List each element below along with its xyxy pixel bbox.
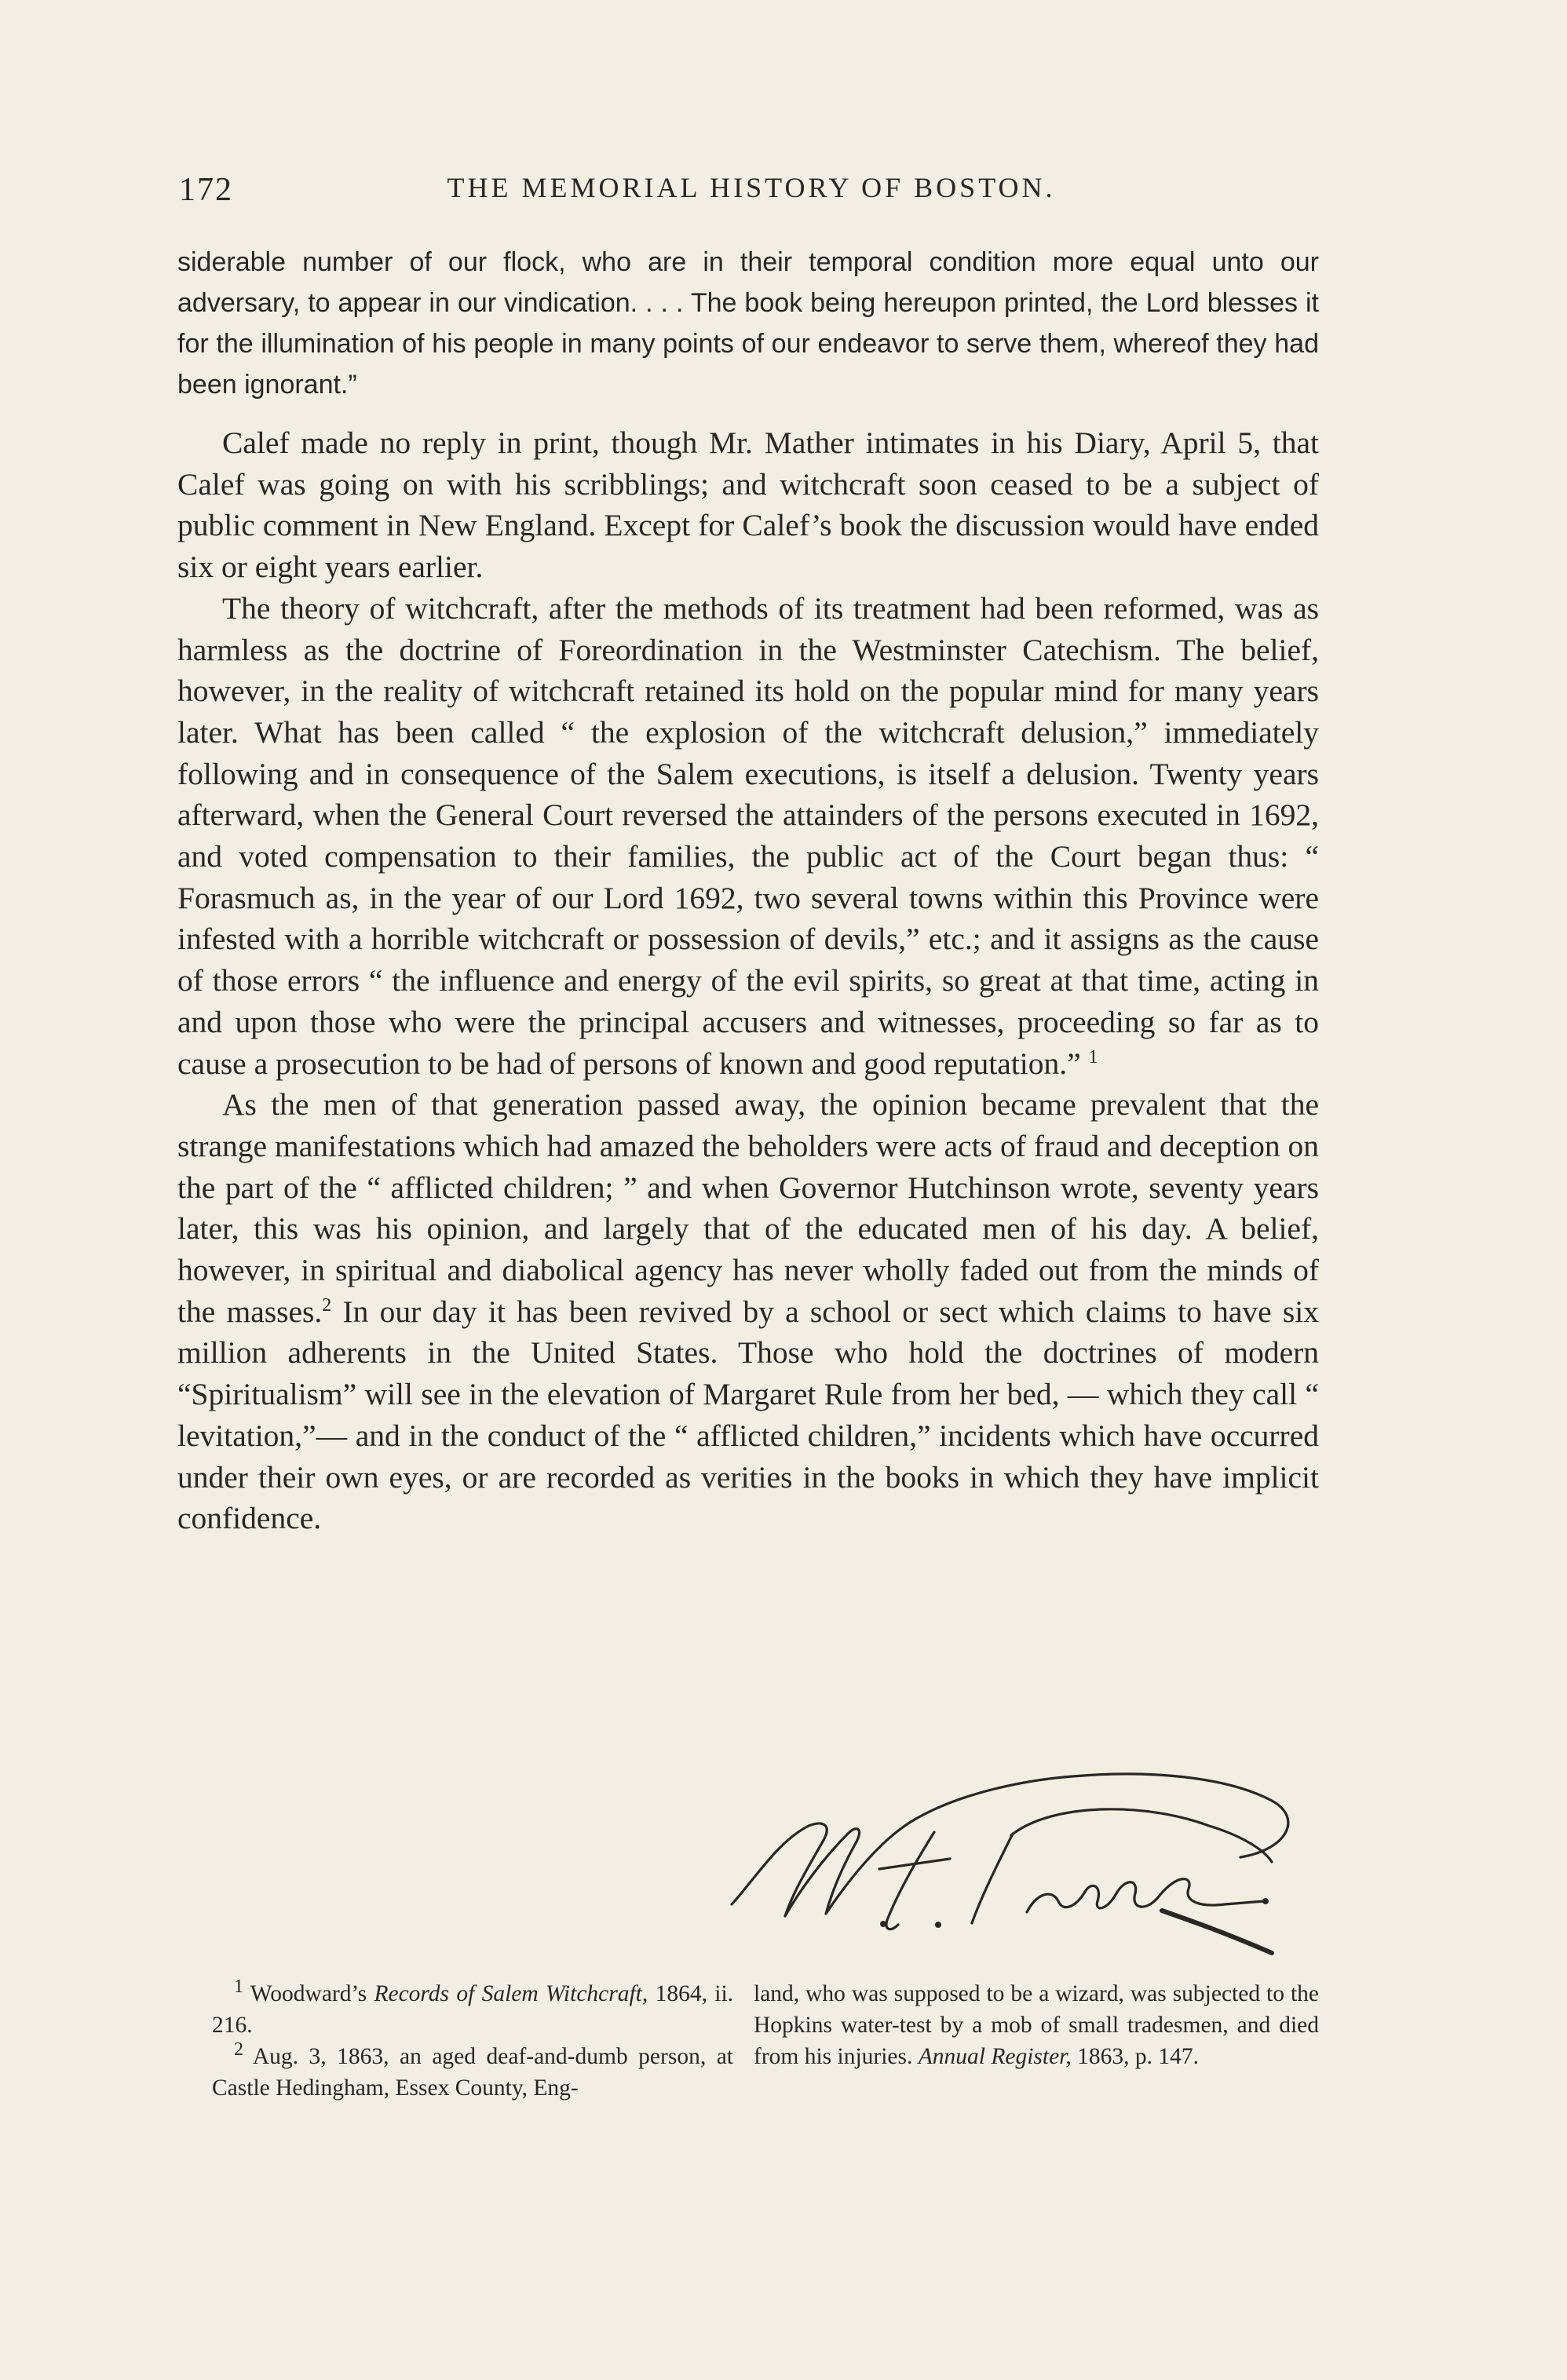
footnote-2 xyxy=(212,2041,733,2104)
footnote-text: land, who was supposed to be a wizard, was subjected to the Hopkins water-test by a mob of small tradesmen, and died from his injuries. xyxy=(754,1981,1319,2069)
footnotes-right-column xyxy=(754,1978,1319,2072)
footnote-marker: 2 xyxy=(234,2039,243,2061)
footnotes-left-column xyxy=(212,1978,733,2104)
paragraph-text: The theory of witchcraft, after the methods of its treatment had been reformed, was as harmless as the doctrine of Foreordination in the Westminster Catechism. The belief, however, in the reality of witchcraft retained its hold on the popular mind for many years later. What has been called “ the explosion of the witchcraft delusion,” immediately following and in consequence of the Salem executions, is itself a delusion. Twenty years afterward, when the General Court reversed the attainders of the persons executed in 1692, and voted compensation to their families, the public act of the Court began thus: “ Forasmuch as, in the year of our Lord 1692, two several towns within this Province were infested with a horrible witchcraft or possession of devils,” etc.; and it assigns as the cause of those errors “ the influence and energy of the evil spirits, so great at that time, acting in and upon those who were the principal accusers and witnesses, proceeding so far as to cause a prosecution to be had of persons of known and good reputation.” xyxy=(177,590,1319,1081)
footnote-text: Aug. 3, 1863, an aged deaf-and-dumb person, at Castle Hedingham, Essex County, Eng- xyxy=(212,2044,733,2101)
running-title: THE MEMORIAL HISTORY OF BOSTON. xyxy=(447,172,1056,203)
quote-continuation: siderable number of our flock, who are in their temporal condition more equal unto our adversary, to appear in our vindication. . . . The book being hereupon printed, the Lord blesses it for the illumination of his people in many points of our endeavor to serve them, whereof they had been ignorant.” xyxy=(177,247,1319,400)
paragraph: Calef made no reply in print, though Mr. Mather intimates in his Diary, April 5, that Calef was going on with his scribblings; and witchcraft soon ceased to be a subject of public comment in New England. Except for Calef’s book the discussion would have ended six or eight years earlier. xyxy=(177,425,1319,585)
page-header xyxy=(179,171,1324,218)
footnote-text: Woodward’s xyxy=(250,1981,374,2006)
paragraph-text: As the men of that generation passed away, the opinion became prevalent that the strange manifestations which had amazed the beholders were acts of fraud and deception on the part of the “ afflicted children; ” and when Governor Hutchinson wrote, seventy years later, this was his opinion, and largely that of the educated men of his day. A belief, however, in spiritual and diabolical agency has never wholly faded out from the minds of the masses. xyxy=(177,1087,1319,1329)
footnote-title: Records of Salem Witchcraft, xyxy=(374,1981,648,2006)
main-text xyxy=(177,422,1319,1539)
author-signature xyxy=(722,1747,1311,1967)
footnote-marker: 1 xyxy=(234,1977,243,1998)
footnote-2-continued xyxy=(754,1978,1319,2072)
paragraph-text: In our day it has been revived by a school or sect which claims to have six million adherents in the United States. Those who hold the doctrines of modern “Spiritualism” will see in the elevation of Margaret Rule from her bed, — which they call “ levitation,”— and in the conduct of the “ afflicted children,” incidents which have occurred under their own eyes, or are recorded as verities in the books in which they have implicit confidence. xyxy=(177,1294,1320,1536)
paragraph xyxy=(177,1084,1319,1539)
footnote-text: 1863, p. 147. xyxy=(1071,2044,1200,2069)
paragraph xyxy=(177,588,1319,1084)
footnote-text: 1864, ii. 216. xyxy=(212,1981,734,2038)
footnote-ref: 2 xyxy=(322,1294,332,1316)
page-number: 172 xyxy=(179,172,233,208)
footnote-source-title: Annual Register, xyxy=(918,2044,1072,2069)
footnote-1 xyxy=(212,1978,733,2041)
footnote-ref: 1 xyxy=(1088,1046,1098,1068)
